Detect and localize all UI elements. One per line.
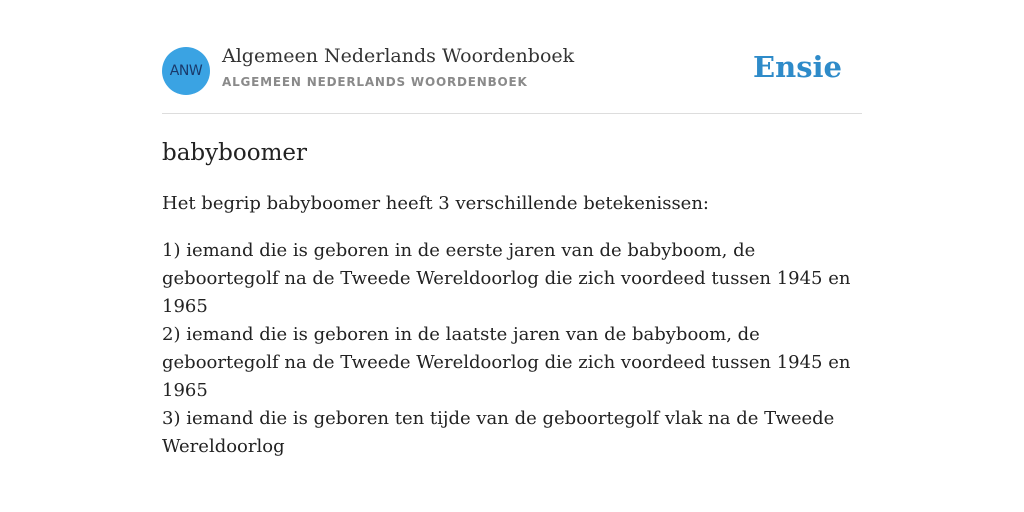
ensie-brand-logo[interactable]: Ensie — [753, 50, 842, 84]
entry-intro: Het begrip babyboomer heeft 3 verschillende betekenissen: — [162, 193, 709, 214]
source-header — [162, 0, 862, 114]
source-subtitle: ALGEMEEN NEDERLANDS WOORDENBOEK — [222, 75, 528, 89]
meanings-list — [162, 237, 862, 461]
meaning-item: 1) iemand die is geboren in de eerste jaren van de babyboom, de geboortegolf na de Tweede Wereldoorlog die zich voordeed tussen 1945 en 1965 — [162, 240, 851, 317]
page-container — [162, 0, 862, 461]
anw-logo[interactable] — [162, 47, 210, 95]
source-title[interactable]: Algemeen Nederlands Woordenboek — [222, 45, 575, 67]
meaning-item: 3) iemand die is geboren ten tijde van de geboortegolf vlak na de Tweede Wereldoorlog — [162, 408, 835, 457]
logo-text: ANW — [169, 63, 203, 79]
meaning-item: 2) iemand die is geboren in de laatste jaren van de babyboom, de geboortegolf na de Tweede Wereldoorlog die zich voordeed tussen 1945 en 1965 — [162, 324, 851, 401]
entry-word: babyboomer — [162, 140, 307, 166]
